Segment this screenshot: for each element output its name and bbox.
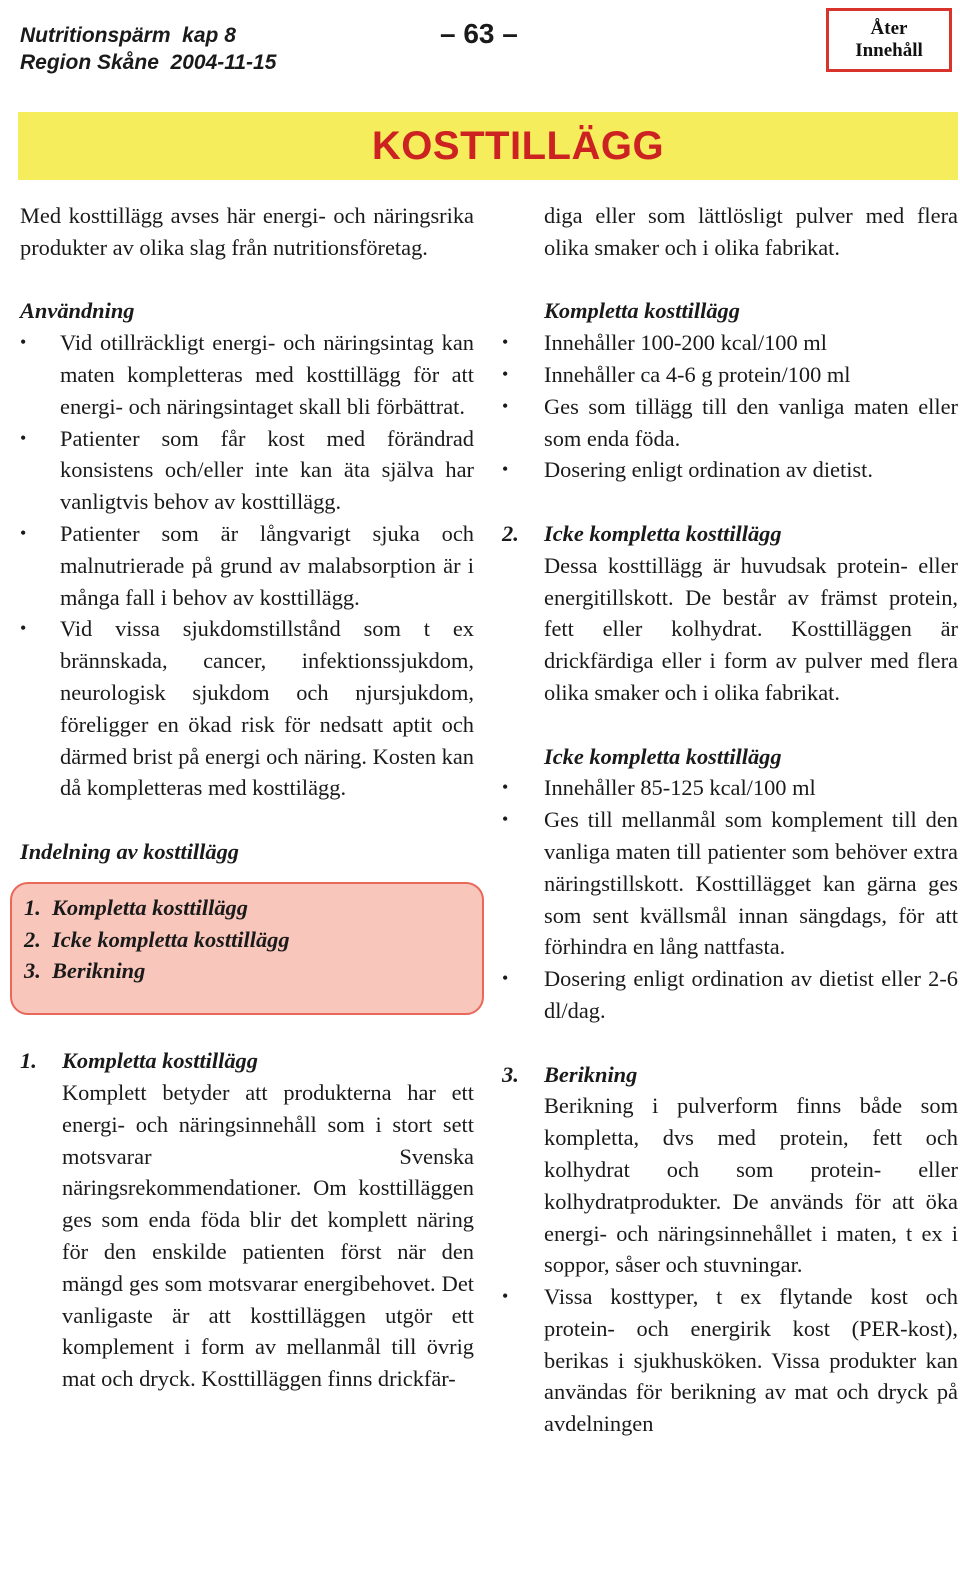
list-item: • Innehåller 100-200 kcal/100 ml: [502, 327, 958, 359]
incomplete-heading: Icke kompletta kosttillägg: [544, 743, 782, 769]
section-2-text: Dessa kosttillägg är huvudsak protein- eller energitillskott. De består av främst protein, fett eller kolhydrat. Kosttilläggen är drickfärdiga eller i form av pulver med flera olika smaker och i olika fabrikat.: [544, 552, 958, 705]
page-number: – 63 –: [440, 18, 518, 49]
page-title: KOSTTILLÄGG: [371, 124, 665, 168]
section-3-list: [502, 1281, 958, 1440]
complete-heading: Kompletta kosttillägg: [544, 298, 740, 324]
back-button-line2: Innehåll: [855, 40, 923, 61]
usage-heading: Användning: [20, 298, 135, 324]
section-2: [502, 518, 958, 709]
list-item: • Innehåller ca 4-6 g protein/100 ml: [502, 359, 958, 391]
list-item: • Vissa kosttyper, t ex flytande kost och protein- och energirik kost (PER-kost), berikas i sjukhusköken. Vissa produkter kan användas för berikning av mat och dryck på avdelningen: [502, 1281, 958, 1440]
section-1: [20, 1045, 474, 1395]
division-item-1: 1. Kompletta kosttillägg: [24, 894, 248, 920]
list-item: • Ges till mellanmål som komplement till den vanliga maten till patienter som behöver extra näringstillskott. Kosttillägget kan gärna ges som sent kvällsmål innan sängdags, för att förhindra en lång nattfasta.: [502, 804, 958, 963]
list-item: • Dosering enligt ordination av dietist.: [502, 454, 958, 486]
incomplete-list: [502, 772, 958, 1026]
complete-list: [502, 327, 958, 486]
list-item: • Dosering enligt ordination av dietist eller 2-6 dl/dag.: [502, 963, 958, 1027]
section-3-number: 3.: [502, 1061, 519, 1087]
back-button-line1: Åter: [870, 18, 908, 39]
list-item: • Vid vissa sjukdomstillstånd som t ex brännskada, cancer, infektionssjukdom, neurologisk sjukdom och njursjukdom, föreligger en ökad risk för nedsatt aptit och därmed brist på energi och näring. Kosten kan då kompletteras med kosttilägg.: [20, 613, 474, 804]
section-2-number: 2.: [502, 520, 519, 546]
section-1-number: 1.: [20, 1048, 37, 1074]
document-header: [20, 22, 276, 76]
section-1-text: Komplett betyder att produkterna har ett energi- och näringsinnehåll som i stort sett motsvarar Svenska näringsrekommendationer. Om kosttilläggen ges som enda föda blir det komplett näring för den enskilde patienten först när den mängd ges som motsvarar energibehovet. Det vanligaste är att kosttilläggen utgör ett komplement i form av mellanmål till övrig mat och dryck. Kosttilläggen finns drickfär-: [62, 1079, 474, 1392]
division-box: [10, 882, 484, 1015]
list-item: • Vid otillräckligt energi- och näringsintag kan maten kompletteras med kosttillägg för att energi- och näringsintaget skall bli förbättrat.: [20, 327, 474, 422]
title-banner: [18, 112, 958, 180]
header-date: Region Skåne 2004-11-15: [20, 51, 277, 74]
division-item-3: 3. Berikning: [24, 958, 146, 984]
section-3: [502, 1059, 958, 1282]
continuation-paragraph: diga eller som lättlösligt pulver med flera olika smaker och i olika fabrikat.: [544, 203, 958, 260]
intro-paragraph: Med kosttillägg avses här energi- och näringsrika produkter av olika slag från nutritionsföretag.: [20, 203, 474, 260]
list-item: • Innehåller 85-125 kcal/100 ml: [502, 772, 958, 804]
left-column: [20, 200, 474, 1395]
usage-list: [20, 327, 474, 804]
list-item: • Ges som tillägg till den vanliga maten eller som enda föda.: [502, 391, 958, 455]
header-title: Nutritionspärm kap 8: [20, 24, 236, 47]
section-2-heading: Icke kompletta kosttillägg: [544, 520, 782, 546]
list-item: • Patienter som är långvarigt sjuka och malnutrierade på grund av malabsorption är i många fall i behov av kosttillägg.: [20, 518, 474, 613]
section-3-text: Berikning i pulverform finns både som kompletta, dvs med protein, fett och kolhydrat och som protein- eller kolhydratprodukter. De används för att öka energi- och näringsinnehållet i maten, t ex i soppor, såser och stuvningar.: [544, 1093, 958, 1278]
right-column: [502, 200, 958, 1440]
division-item-2: 2. Icke kompletta kosttillägg: [24, 926, 290, 952]
back-to-contents-button[interactable]: [826, 8, 952, 72]
division-heading: Indelning av kosttillägg: [20, 838, 239, 864]
section-1-heading: Kompletta kosttillägg: [62, 1048, 258, 1074]
list-item: • Patienter som får kost med förändrad konsistens och/eller inte kan äta själva har vanligtvis behov av kosttillägg.: [20, 423, 474, 518]
section-3-heading: Berikning: [544, 1061, 638, 1087]
